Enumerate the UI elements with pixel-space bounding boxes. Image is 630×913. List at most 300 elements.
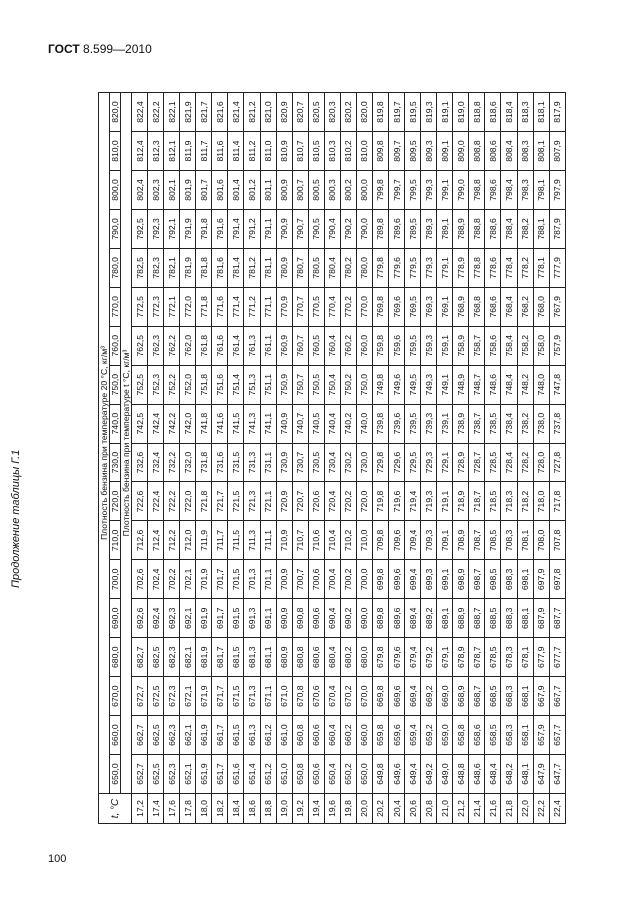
density-cell: 757,9 xyxy=(549,326,565,365)
density-cell: 649,0 xyxy=(437,755,453,794)
density-cell: 788,9 xyxy=(453,209,469,248)
density-cell: 701,3 xyxy=(244,560,260,599)
density-cell: 818,4 xyxy=(501,93,517,132)
column-header: 760,0 xyxy=(110,326,121,365)
temperature-cell: 18,6 xyxy=(244,794,260,824)
density-cell: 769,5 xyxy=(405,287,421,326)
density-cell: 791,6 xyxy=(212,209,228,248)
density-cell: 739,8 xyxy=(372,404,388,443)
table-row xyxy=(372,93,388,824)
density-cell: 672,7 xyxy=(132,677,148,716)
density-cell: 749,1 xyxy=(437,365,453,404)
density-cell: 800,0 xyxy=(356,171,372,210)
table-row xyxy=(292,93,308,824)
density-cell: 788,8 xyxy=(469,209,485,248)
table-row xyxy=(517,93,533,824)
density-cell: 692,6 xyxy=(132,599,148,638)
density-cell: 809,8 xyxy=(372,132,388,171)
density-cell: 742,5 xyxy=(132,404,148,443)
density-cell: 770,2 xyxy=(340,287,356,326)
density-cell: 768,6 xyxy=(485,287,501,326)
table-row xyxy=(212,93,228,824)
density-cell: 651,4 xyxy=(244,755,260,794)
density-cell: 750,5 xyxy=(308,365,324,404)
temperature-cell: 18,0 xyxy=(196,794,212,824)
density-cell: 710,9 xyxy=(276,521,292,560)
temperature-cell: 20,2 xyxy=(372,794,388,824)
density-cell: 758,6 xyxy=(485,326,501,365)
density-cell: 758,9 xyxy=(453,326,469,365)
density-cell: 811,6 xyxy=(212,132,228,171)
density-cell: 718,5 xyxy=(485,482,501,521)
column-header: 790,0 xyxy=(110,209,121,248)
density-cell: 721,7 xyxy=(212,482,228,521)
temperature-cell: 21,2 xyxy=(453,794,469,824)
temperature-cell: 17,2 xyxy=(132,794,148,824)
density-cell: 818,3 xyxy=(517,93,533,132)
density-cell: 789,3 xyxy=(421,209,437,248)
table-row xyxy=(244,93,260,824)
table-caption: Продолжение таблицы Г.1 xyxy=(10,449,22,588)
density-cell: 709,4 xyxy=(405,521,421,560)
density-cell: 731,8 xyxy=(196,443,212,482)
density-cell: 728,5 xyxy=(485,443,501,482)
density-cell: 771,6 xyxy=(212,287,228,326)
density-cell: 799,8 xyxy=(372,171,388,210)
density-cell: 667,7 xyxy=(549,677,565,716)
density-cell: 739,5 xyxy=(405,404,421,443)
density-cell: 761,3 xyxy=(244,326,260,365)
density-cell: 821,2 xyxy=(244,93,260,132)
density-cell: 820,2 xyxy=(340,93,356,132)
density-cell: 687,9 xyxy=(533,599,549,638)
density-cell: 672,5 xyxy=(148,677,164,716)
density-cell: 648,4 xyxy=(485,755,501,794)
density-cell: 708,3 xyxy=(501,521,517,560)
temperature-cell: 20,0 xyxy=(356,794,372,824)
density-cell: 679,2 xyxy=(421,638,437,677)
density-cell: 708,0 xyxy=(533,521,549,560)
density-cell: 768,4 xyxy=(501,287,517,326)
density-cell: 701,7 xyxy=(212,560,228,599)
temperature-cell: 22,2 xyxy=(533,794,549,824)
density-cell: 800,5 xyxy=(308,171,324,210)
density-cell: 751,3 xyxy=(244,365,260,404)
density-cell: 691,1 xyxy=(260,599,276,638)
temperature-cell: 21,0 xyxy=(437,794,453,824)
density-cell: 780,9 xyxy=(276,248,292,287)
density-cell: 819,5 xyxy=(405,93,421,132)
density-cell: 741,6 xyxy=(212,404,228,443)
density-cell: 760,7 xyxy=(292,326,308,365)
density-cell: 809,0 xyxy=(453,132,469,171)
column-header: 750,0 xyxy=(110,365,121,404)
density-cell: 732,0 xyxy=(180,443,196,482)
density-cell: 728,4 xyxy=(501,443,517,482)
density-cell: 781,4 xyxy=(228,248,244,287)
density-cell: 710,2 xyxy=(340,521,356,560)
density-cell: 752,5 xyxy=(132,365,148,404)
density-cell: 699,1 xyxy=(437,560,453,599)
density-cell: 782,5 xyxy=(132,248,148,287)
density-cell: 758,0 xyxy=(533,326,549,365)
density-cell: 698,3 xyxy=(501,560,517,599)
density-cell: 661,9 xyxy=(196,716,212,755)
density-cell: 651,0 xyxy=(276,755,292,794)
density-cell: 731,6 xyxy=(212,443,228,482)
density-table xyxy=(98,92,566,824)
density-cell: 779,8 xyxy=(372,248,388,287)
density-cell: 699,8 xyxy=(372,560,388,599)
density-cell: 819,8 xyxy=(372,93,388,132)
density-cell: 688,3 xyxy=(501,599,517,638)
density-cell: 740,9 xyxy=(276,404,292,443)
temperature-cell: 20,8 xyxy=(421,794,437,824)
density-cell: 692,3 xyxy=(164,599,180,638)
temperature-cell: 22,4 xyxy=(549,794,565,824)
density-cell: 811,7 xyxy=(196,132,212,171)
density-cell: 660,4 xyxy=(324,716,340,755)
density-cell: 772,1 xyxy=(164,287,180,326)
density-cell: 729,1 xyxy=(437,443,453,482)
density-cell: 702,2 xyxy=(164,560,180,599)
density-cell: 760,4 xyxy=(324,326,340,365)
density-cell: 648,1 xyxy=(517,755,533,794)
column-header-row xyxy=(110,93,121,824)
density-cell: 811,4 xyxy=(228,132,244,171)
density-cell: 741,8 xyxy=(196,404,212,443)
density-cell: 739,3 xyxy=(421,404,437,443)
density-cell: 820,5 xyxy=(308,93,324,132)
density-cell: 679,6 xyxy=(389,638,405,677)
density-cell: 800,2 xyxy=(340,171,356,210)
density-cell: 819,3 xyxy=(421,93,437,132)
density-cell: 732,4 xyxy=(148,443,164,482)
table-row xyxy=(340,93,356,824)
density-cell: 691,3 xyxy=(244,599,260,638)
density-cell: 651,7 xyxy=(212,755,228,794)
density-cell: 718,2 xyxy=(517,482,533,521)
density-cell: 800,3 xyxy=(324,171,340,210)
density-cell: 762,5 xyxy=(132,326,148,365)
density-cell: 720,9 xyxy=(276,482,292,521)
density-cell: 671,1 xyxy=(260,677,276,716)
gost-label: ГОСТ xyxy=(48,42,80,56)
density-cell: 807,9 xyxy=(549,132,565,171)
density-cell: 769,1 xyxy=(437,287,453,326)
density-cell: 737,8 xyxy=(549,404,565,443)
density-cell: 820,9 xyxy=(276,93,292,132)
column-header: 780,0 xyxy=(110,248,121,287)
table-row xyxy=(405,93,421,824)
density-cell: 678,1 xyxy=(517,638,533,677)
density-cell: 662,1 xyxy=(180,716,196,755)
density-cell: 652,1 xyxy=(180,755,196,794)
density-cell: 752,2 xyxy=(164,365,180,404)
density-cell: 768,2 xyxy=(517,287,533,326)
density-cell: 688,1 xyxy=(517,599,533,638)
density-cell: 748,2 xyxy=(517,365,533,404)
density-cell: 679,8 xyxy=(372,638,388,677)
temperature-header: t, °C xyxy=(99,794,132,824)
density-cell: 682,1 xyxy=(180,638,196,677)
density-cell: 808,6 xyxy=(485,132,501,171)
density-cell: 801,1 xyxy=(260,171,276,210)
density-cell: 650,4 xyxy=(324,755,340,794)
density-cell: 740,2 xyxy=(340,404,356,443)
density-cell: 689,4 xyxy=(405,599,421,638)
density-cell: 670,0 xyxy=(356,677,372,716)
density-cell: 772,3 xyxy=(148,287,164,326)
density-cell: 812,4 xyxy=(132,132,148,171)
density-cell: 720,6 xyxy=(308,482,324,521)
density-cell: 718,7 xyxy=(469,482,485,521)
density-cell: 671,3 xyxy=(244,677,260,716)
density-cell: 750,2 xyxy=(340,365,356,404)
density-cell: 719,8 xyxy=(372,482,388,521)
density-cell: 699,4 xyxy=(405,560,421,599)
density-cell: 788,4 xyxy=(501,209,517,248)
density-cell: 711,5 xyxy=(228,521,244,560)
density-cell: 652,5 xyxy=(148,755,164,794)
density-cell: 661,2 xyxy=(260,716,276,755)
density-cell: 801,2 xyxy=(244,171,260,210)
density-cell: 812,3 xyxy=(148,132,164,171)
table-row xyxy=(469,93,485,824)
density-cell: 770,7 xyxy=(292,287,308,326)
density-cell: 670,6 xyxy=(308,677,324,716)
density-cell: 789,5 xyxy=(405,209,421,248)
density-cell: 677,7 xyxy=(549,638,565,677)
density-cell: 792,3 xyxy=(148,209,164,248)
density-cell: 821,6 xyxy=(212,93,228,132)
density-cell: 650,6 xyxy=(308,755,324,794)
density-cell: 707,8 xyxy=(549,521,565,560)
density-cell: 798,6 xyxy=(485,171,501,210)
temperature-cell: 17,4 xyxy=(148,794,164,824)
temperature-cell: 19,2 xyxy=(292,794,308,824)
density-cell: 797,9 xyxy=(549,171,565,210)
density-cell: 669,2 xyxy=(421,677,437,716)
density-cell: 720,4 xyxy=(324,482,340,521)
density-cell: 741,5 xyxy=(228,404,244,443)
density-cell: 722,0 xyxy=(180,482,196,521)
density-cell: 740,7 xyxy=(292,404,308,443)
density-cell: 658,8 xyxy=(453,716,469,755)
density-cell: 819,1 xyxy=(437,93,453,132)
density-cell: 659,6 xyxy=(389,716,405,755)
density-cell: 711,3 xyxy=(244,521,260,560)
density-cell: 649,8 xyxy=(372,755,388,794)
density-cell: 789,1 xyxy=(437,209,453,248)
density-cell: 822,2 xyxy=(148,93,164,132)
density-cell: 728,0 xyxy=(533,443,549,482)
density-cell: 821,9 xyxy=(180,93,196,132)
density-cell: 658,3 xyxy=(501,716,517,755)
density-cell: 800,7 xyxy=(292,171,308,210)
density-cell: 697,8 xyxy=(549,560,565,599)
density-cell: 750,7 xyxy=(292,365,308,404)
density-cell: 790,4 xyxy=(324,209,340,248)
temperature-cell: 18,2 xyxy=(212,794,228,824)
density-cell: 708,5 xyxy=(485,521,501,560)
density-cell: 762,2 xyxy=(164,326,180,365)
density-cell: 738,9 xyxy=(453,404,469,443)
density-cell: 738,4 xyxy=(501,404,517,443)
density-cell: 731,3 xyxy=(244,443,260,482)
table-row xyxy=(453,93,469,824)
density-cell: 691,9 xyxy=(196,599,212,638)
density-cell: 821,4 xyxy=(228,93,244,132)
density-cell: 689,1 xyxy=(437,599,453,638)
density-cell: 741,1 xyxy=(260,404,276,443)
density-cell: 700,2 xyxy=(340,560,356,599)
density-cell: 698,5 xyxy=(485,560,501,599)
density-cell: 701,9 xyxy=(196,560,212,599)
density-cell: 677,9 xyxy=(533,638,549,677)
density-cell: 742,0 xyxy=(180,404,196,443)
density-cell: 647,7 xyxy=(549,755,565,794)
density-cell: 799,7 xyxy=(389,171,405,210)
density-cell: 657,7 xyxy=(549,716,565,755)
density-cell: 802,4 xyxy=(132,171,148,210)
density-cell: 727,8 xyxy=(549,443,565,482)
density-cell: 738,7 xyxy=(469,404,485,443)
density-cell: 711,9 xyxy=(196,521,212,560)
density-cell: 771,4 xyxy=(228,287,244,326)
density-cell: 760,5 xyxy=(308,326,324,365)
density-cell: 809,1 xyxy=(437,132,453,171)
density-cell: 687,7 xyxy=(549,599,565,638)
density-cell: 670,4 xyxy=(324,677,340,716)
density-cell: 750,4 xyxy=(324,365,340,404)
density-cell: 811,2 xyxy=(244,132,260,171)
density-cell: 761,4 xyxy=(228,326,244,365)
density-cell: 712,6 xyxy=(132,521,148,560)
density-cell: 808,8 xyxy=(469,132,485,171)
density-cell: 778,4 xyxy=(501,248,517,287)
density-cell: 662,7 xyxy=(132,716,148,755)
column-header: 690,0 xyxy=(110,599,121,638)
density-cell: 679,1 xyxy=(437,638,453,677)
density-cell: 801,4 xyxy=(228,171,244,210)
density-cell: 718,0 xyxy=(533,482,549,521)
density-cell: 759,5 xyxy=(405,326,421,365)
density-cell: 720,2 xyxy=(340,482,356,521)
column-header: 670,0 xyxy=(110,677,121,716)
density-cell: 738,0 xyxy=(533,404,549,443)
column-header: 820,0 xyxy=(110,93,121,132)
density-cell: 801,7 xyxy=(196,171,212,210)
density-cell: 689,8 xyxy=(372,599,388,638)
density-cell: 740,5 xyxy=(308,404,324,443)
density-cell: 650,2 xyxy=(340,755,356,794)
density-cell: 810,9 xyxy=(276,132,292,171)
density-cell: 810,2 xyxy=(340,132,356,171)
density-cell: 660,8 xyxy=(292,716,308,755)
density-cell: 788,6 xyxy=(485,209,501,248)
density-cell: 718,9 xyxy=(453,482,469,521)
density-cell: 728,2 xyxy=(517,443,533,482)
density-cell: 729,3 xyxy=(421,443,437,482)
density-cell: 738,5 xyxy=(485,404,501,443)
density-cell: 661,5 xyxy=(228,716,244,755)
density-cell: 729,8 xyxy=(372,443,388,482)
density-cell: 671,9 xyxy=(196,677,212,716)
density-cell: 659,8 xyxy=(372,716,388,755)
density-cell: 752,0 xyxy=(180,365,196,404)
density-cell: 720,7 xyxy=(292,482,308,521)
density-cell: 781,1 xyxy=(260,248,276,287)
density-cell: 738,2 xyxy=(517,404,533,443)
density-cell: 811,0 xyxy=(260,132,276,171)
density-cell: 808,1 xyxy=(533,132,549,171)
density-cell: 719,3 xyxy=(421,482,437,521)
temperature-cell: 22,0 xyxy=(517,794,533,824)
density-cell: 702,6 xyxy=(132,560,148,599)
density-cell: 702,1 xyxy=(180,560,196,599)
density-cell: 749,6 xyxy=(389,365,405,404)
table-row xyxy=(437,93,453,824)
density-cell: 709,1 xyxy=(437,521,453,560)
density-cell: 742,2 xyxy=(164,404,180,443)
table-row xyxy=(356,93,372,824)
table-row xyxy=(324,93,340,824)
density-cell: 780,2 xyxy=(340,248,356,287)
density-cell: 747,8 xyxy=(549,365,565,404)
density-cell: 778,8 xyxy=(469,248,485,287)
density-cell: 798,1 xyxy=(533,171,549,210)
density-cell: 748,7 xyxy=(469,365,485,404)
density-cell: 698,9 xyxy=(453,560,469,599)
density-cell: 758,7 xyxy=(469,326,485,365)
table-row xyxy=(549,93,565,824)
density-cell: 760,2 xyxy=(340,326,356,365)
density-cell: 781,9 xyxy=(180,248,196,287)
density-cell: 710,0 xyxy=(356,521,372,560)
density-cell: 652,7 xyxy=(132,755,148,794)
density-cell: 669,4 xyxy=(405,677,421,716)
density-cell: 661,0 xyxy=(276,716,292,755)
density-cell: 701,5 xyxy=(228,560,244,599)
density-cell: 777,9 xyxy=(549,248,565,287)
density-cell: 810,0 xyxy=(356,132,372,171)
temperature-cell: 19,4 xyxy=(308,794,324,824)
density-cell: 721,5 xyxy=(228,482,244,521)
density-cell: 692,4 xyxy=(148,599,164,638)
density-cell: 718,3 xyxy=(501,482,517,521)
density-cell: 748,9 xyxy=(453,365,469,404)
density-cell: 798,8 xyxy=(469,171,485,210)
density-cell: 720,0 xyxy=(356,482,372,521)
density-cell: 731,5 xyxy=(228,443,244,482)
column-header: 660,0 xyxy=(110,716,121,755)
density-cell: 811,9 xyxy=(180,132,196,171)
table-row xyxy=(132,93,148,824)
temperature-cell: 17,8 xyxy=(180,794,196,824)
density-cell: 722,6 xyxy=(132,482,148,521)
density-cell: 708,1 xyxy=(517,521,533,560)
group-header-t: Плотность бензина при температуре t °С, кг/м³ xyxy=(121,93,132,794)
temperature-cell: 20,4 xyxy=(389,794,405,824)
density-cell: 709,8 xyxy=(372,521,388,560)
density-cell: 778,1 xyxy=(533,248,549,287)
density-cell: 690,0 xyxy=(356,599,372,638)
density-cell: 651,2 xyxy=(260,755,276,794)
density-cell: 801,6 xyxy=(212,171,228,210)
density-cell: 651,6 xyxy=(228,755,244,794)
density-cell: 669,6 xyxy=(389,677,405,716)
